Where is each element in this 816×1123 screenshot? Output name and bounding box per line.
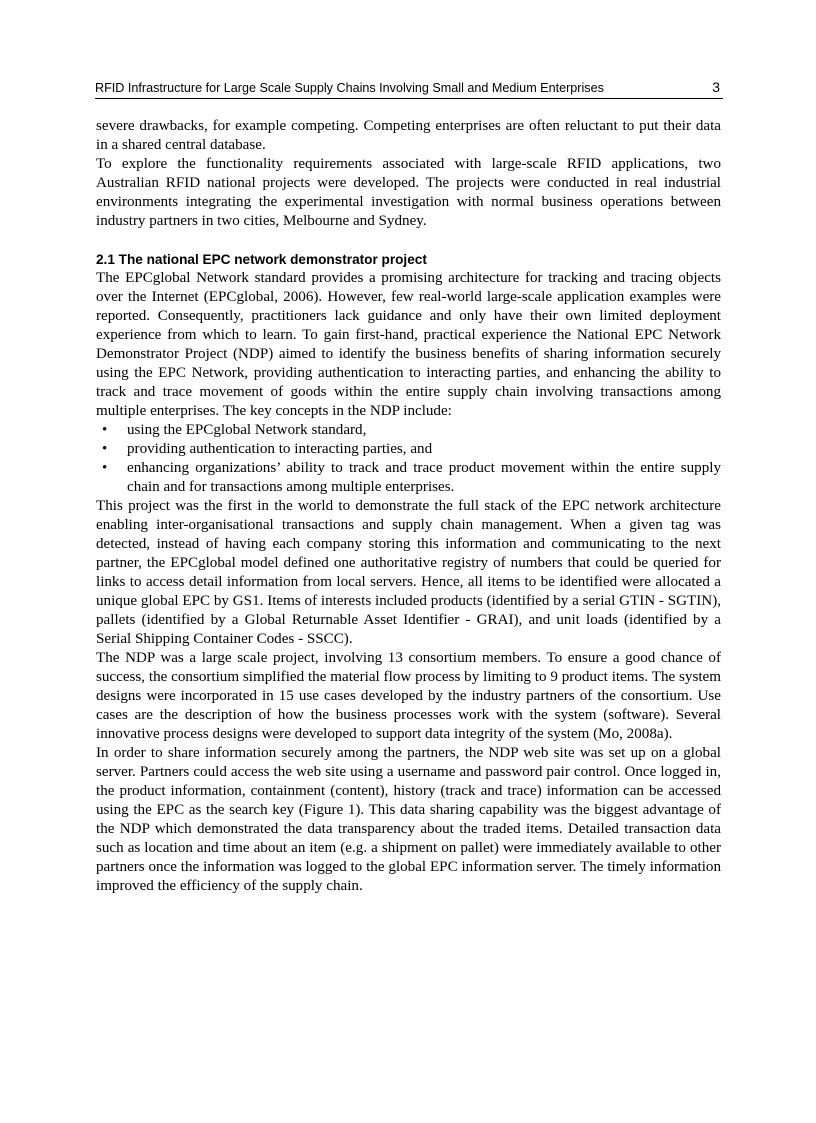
paragraph: The EPCglobal Network standard provides a promising architecture for tracking and tracing objects over the Internet (EPCglobal, 2006). However, few real-world large-scale application examples were reported. Consequently, practitioners lack guidance and only have their own limited deployment experience from which to learn. To gain first-hand, practical experience the National EPC Network Demonstrator Project (NDP) aimed to identify the business benefits of sharing information securely using the EPC Network, providing authentication to interacting parties, and enhancing the ability to track and trace movement of goods within the entire supply chain involving transactions among multiple enterprises. The key concepts in the NDP include: — [96, 270, 721, 419]
list-item: • providing authentication to interacting parties, and — [96, 440, 721, 459]
paragraph: The NDP was a large scale project, involving 13 consortium members. To ensure a good chance of success, the consortium simplified the material flow process by limiting to 9 product items. The system designs were incorporated in 15 use cases developed by the industry partners of the consortium. Use cases are the description of how the business processes work with the system (software). Several innovative process designs were developed to support data integrity of the system (Mo, 2008a). — [96, 650, 721, 742]
paragraph: In order to share information securely among the partners, the NDP web site was set up on a global server. Partners could access the web site using a username and password pair control. Once logged in, the product information, containment (content), history (track and trace) information can be accessed using the EPC as the search key (Figure 1). This data sharing capability was the biggest advantage of the NDP which demonstrated the data transparency about the traded items. Detailed transaction data such as location and time about an item (e.g. a shipment on pallet) were immediately available to other partners once the information was logged to the global EPC information server. The timely information improved the efficiency of the supply chain. — [96, 745, 721, 894]
list-item: • using the EPCglobal Network standard, — [96, 421, 721, 440]
page-body — [96, 117, 721, 896]
section-heading: 2.1 The national EPC network demonstrator project — [96, 252, 427, 267]
paragraph: severe drawbacks, for example competing. Competing enterprises are often reluctant to put their data in a shared central database. — [96, 118, 721, 153]
paragraph: This project was the first in the world to demonstrate the full stack of the EPC network architecture enabling inter-organisational transactions and supply chain management. When a given tag was detected, instead of having each company storing this information and communicating to the next partner, the EPCglobal model defined one authoritative registry of numbers that could be queried for links to access detail information from local servers. Hence, all items to be identified were allocated a unique global EPC by GS1. Items of interests included products (identified by a serial GTIN - SGTIN), pallets (identified by a Global Returnable Asset Identifier - GRAI), and unit loads (identified by a Serial Shipping Container Codes - SSCC). — [96, 498, 721, 647]
paragraph: To explore the functionality requirements associated with large-scale RFID applications, two Australian RFID national projects were developed. The projects were conducted in real industrial environments integrating the experimental investigation with normal business operations between industry partners in two cities, Melbourne and Sydney. — [96, 156, 721, 229]
running-title: RFID Infrastructure for Large Scale Supply Chains Involving Small and Medium Enterprises — [95, 81, 604, 95]
running-header — [95, 80, 723, 99]
list-item: • enhancing organizations’ ability to track and trace product movement within the entire supply chain and for transactions among multiple enterprises. — [96, 459, 721, 497]
page-number: 3 — [712, 79, 720, 95]
bullet-list — [96, 421, 721, 497]
